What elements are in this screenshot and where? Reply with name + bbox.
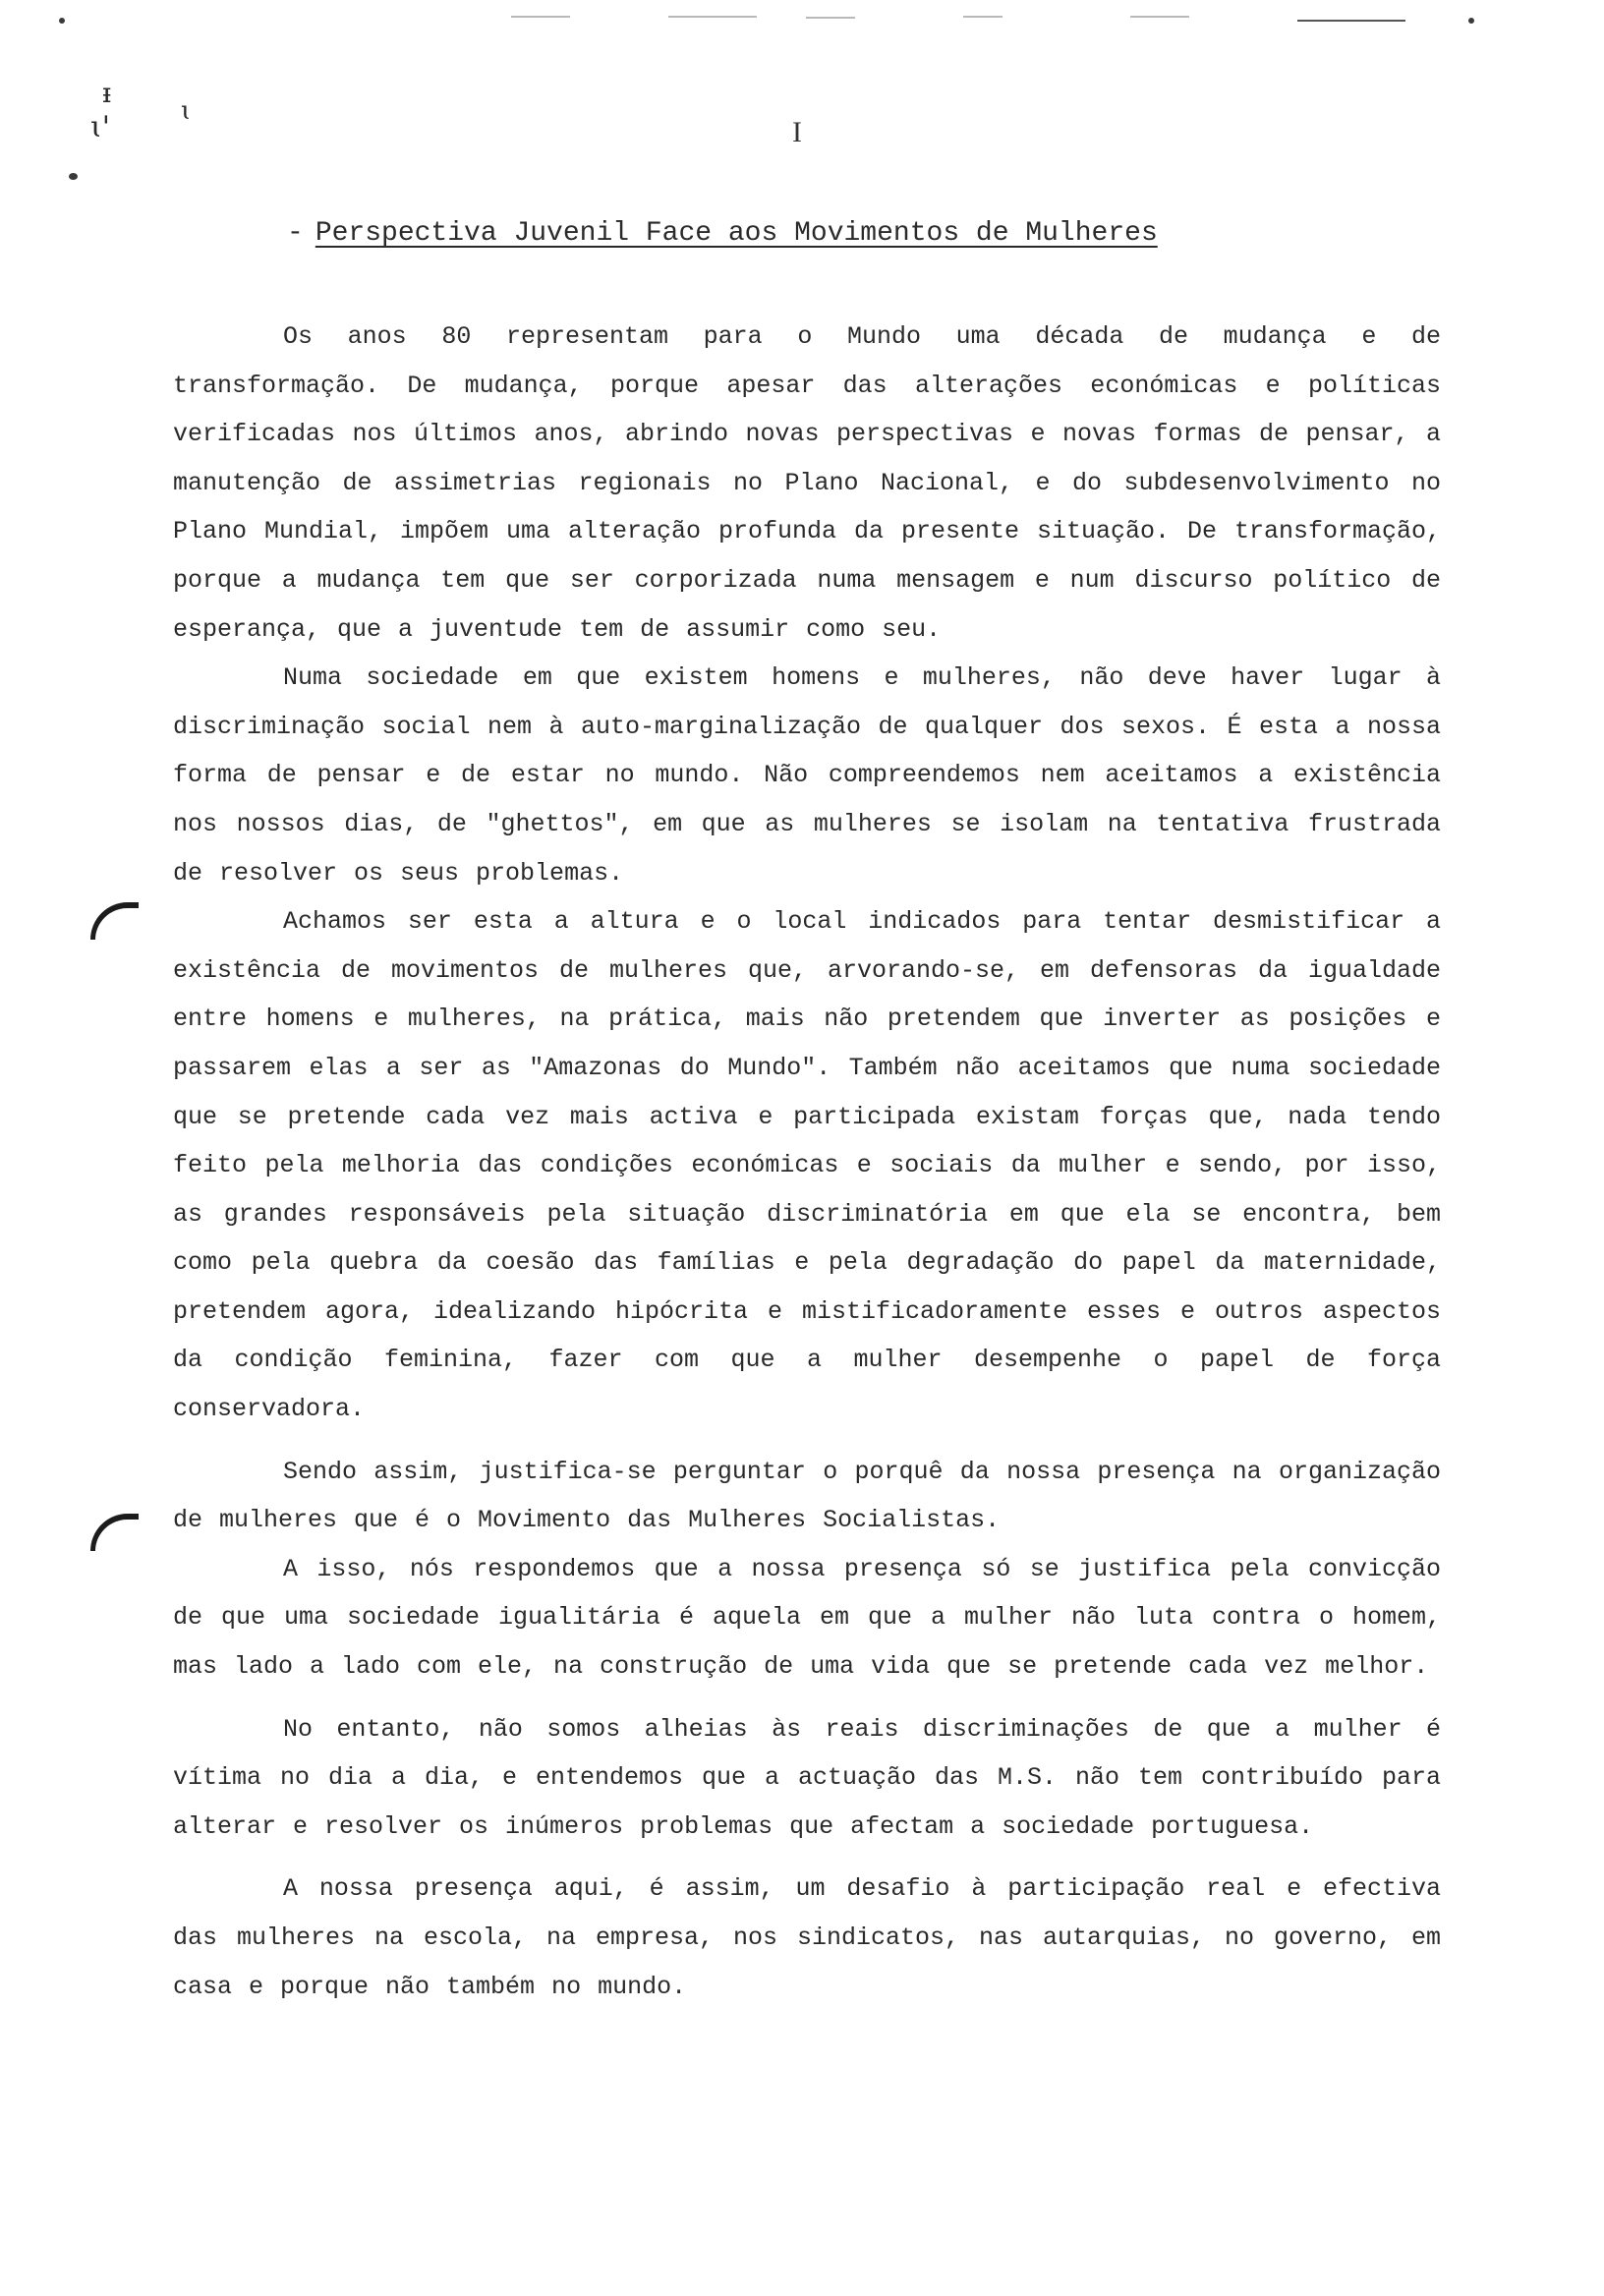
paragraph-1: Os anos 80 representam para o Mundo uma década de mudança e de transformação. De mudança, porque apesar das alterações económicas e políticas verificadas nos últimos anos, abrindo novas perspectivas e novas formas de pensar, a manutenção de assimetrias regionais no Plano Nacional, e do subdesenvolvimento no Plano Mundial, impõem uma alteração profunda da presente situação. De transformação, porque a mudança tem que ser corporizada numa mensagem e num discurso político de esperança, que a juventude tem de assumir como seu. [173,322,1441,644]
document-title [287,218,1158,249]
margin-bracket-mark [90,1514,139,1551]
margin-bracket-mark [90,902,139,940]
scan-artifact-line [963,16,1002,18]
margin-mark: ᵻ [102,77,111,109]
scan-artifact-line [1297,20,1405,22]
margin-dot [69,173,78,180]
paragraph-4: Sendo assim, justifica-se perguntar o porquê da nossa presença na organização de mulheres que é o Movimento das Mulheres Socialistas. [173,1457,1441,1535]
title-text: Perspectiva Juvenil Face aos Movimentos de Mulheres [315,218,1158,249]
margin-mark: ɩ' [90,110,111,144]
scan-artifact-line [511,16,570,18]
paragraph-6: No entanto, não somos alheias às reais discriminações de que a mulher é vítima no dia a dia, e entendemos que a actuação das M.S. não tem contribuído para alterar e resolver os inúmeros problemas que afectam a sociedade portuguesa. [173,1714,1441,1841]
paragraph-3: Achamos ser esta a altura e o local indicados para tentar desmistificar a existência de movimentos de mulheres que, arvorando-se, em defensoras da igualdade entre homens e mulheres, na prática, mais não pretendem que inverter as posições e passarem elas a ser as "Amazonas do Mundo". Também não aceitamos que numa sociedade que se pretende cada vez mais activa e participada existam forças que, nada tendo feito pela melhoria das condições económicas e sociais da mulher e sendo, por isso, as grandes responsáveis pela situação discriminatória em que ela se encontra, bem como pela quebra da coesão das famílias e pela degradação do papel da maternidade, pretendem agora, idealizando hipócrita e mistificadoramente esses e outros aspectos da condição feminina, fazer com que a mulher desempenhe o papel de força conservadora. [173,907,1441,1424]
paragraph-2: Numa sociedade em que existem homens e mulheres, não deve haver lugar à discriminação social nem à auto-marginalização de qualquer dos sexos. É esta a nossa forma de pensar e de estar no mundo. Não compreendemos nem aceitamos a existência nos nossos dias, de "ghettos", em que as mulheres se isolam na tentativa frustrada de resolver os seus problemas. [173,663,1441,888]
paragraph-7: A nossa presença aqui, é assim, um desafio à participação real e efectiva das mulheres na escola, na empresa, nos sindicatos, nas autarquias, no governo, em casa e porque não também no mundo. [173,1874,1441,2001]
paragraph-5: A isso, nós respondemos que a nossa presença só se justifica pela convicção de que uma sociedade igualitária é aquela em que a mulher não luta contra o homem, mas lado a lado com ele, na construção de uma vida que se pretende cada vez melhor. [173,1554,1441,1682]
scan-artifact-line [806,17,855,19]
scan-speck [59,18,65,24]
margin-mark: ɩ [181,96,192,126]
scan-artifact-line [668,16,757,18]
scan-speck [1468,18,1474,24]
document-body [173,313,1441,2011]
page-number: I [792,116,802,148]
scan-artifact-line [1130,16,1189,18]
title-dash: - [287,218,304,249]
